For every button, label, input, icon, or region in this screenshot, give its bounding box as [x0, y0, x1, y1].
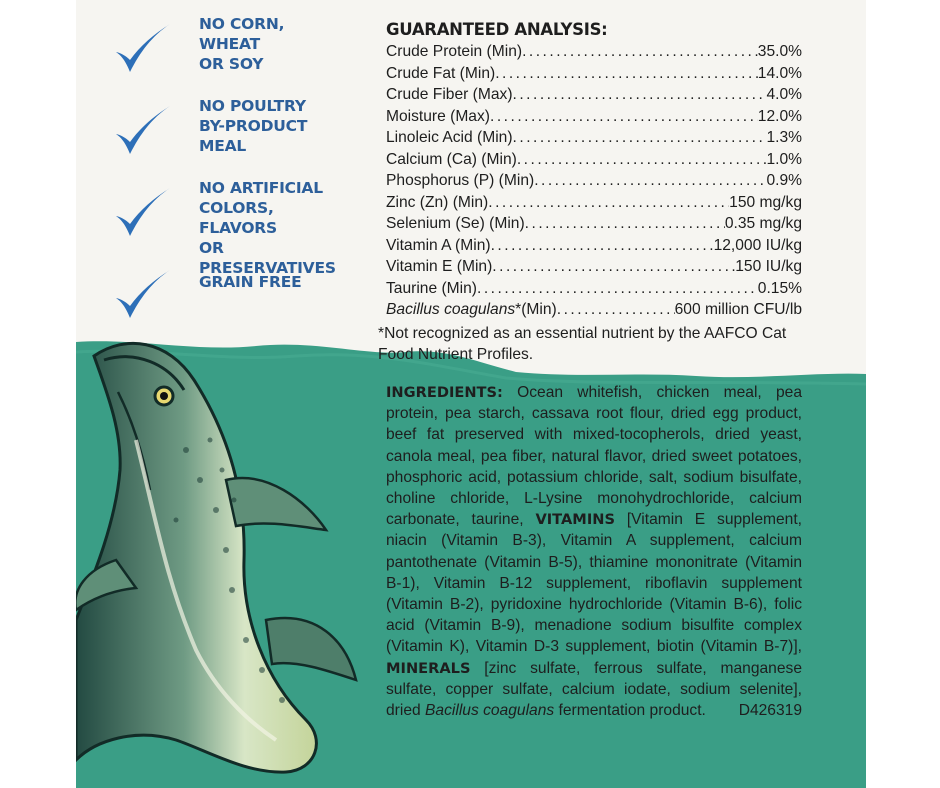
analysis-row-bacillus: [386, 299, 802, 321]
dot-leader: [490, 106, 758, 128]
dot-leader: [488, 192, 729, 214]
analysis-value: 1.0%: [766, 150, 802, 168]
claim-no-poultry: [112, 96, 332, 176]
claim-text: GRAIN FREE: [199, 273, 302, 291]
ingredients-heading: INGREDIENTS:: [386, 384, 503, 401]
analysis-value: 0.15%: [757, 279, 802, 297]
analysis-label: Moisture (Max): [386, 107, 490, 125]
analysis-value: 150 IU/kg: [735, 258, 802, 275]
analysis-label: Calcium (Ca) (Min): [386, 150, 517, 168]
claim-no-artificial: [112, 178, 336, 277]
analysis-row: [386, 170, 802, 192]
analysis-label: Crude Fiber (Max): [386, 86, 513, 103]
analysis-label: Vitamin A (Min): [386, 236, 491, 254]
ingredients-block: [386, 382, 802, 721]
ingredients-text-3: [zinc sulfate, ferrous sulfate, manganese sulfate, copper sulfate, calcium iodate, sodium selenite], dried: [386, 659, 802, 720]
analysis-label: Vitamin E (Min): [386, 258, 493, 275]
dot-leader: [513, 84, 767, 106]
checkmark-icon: [112, 104, 172, 156]
analysis-row: [386, 213, 802, 235]
claims-list: [112, 14, 336, 342]
bacillus-label: *(Min): [515, 301, 557, 318]
analysis-value: 0.9%: [766, 172, 802, 189]
minerals-heading: MINERALS: [386, 659, 471, 677]
analysis-label: Crude Fat (Min): [386, 64, 496, 82]
analysis-value: 150 mg/kg: [729, 193, 802, 211]
dot-leader: [534, 170, 766, 192]
analysis-row: [386, 192, 802, 214]
dot-leader: [525, 213, 725, 235]
ingredients-text-2: [Vitamin E supplement, niacin (Vitamin B-3), Vitamin A supplement, calcium pantothenate (Vitamin B-5), thiamine mononitrate (Vitamin B-1), Vitamin B-12 supplement, riboflavin supplement (Vitamin B-2), pyridoxine hydrochloride (Vitamin B-6), folic acid (Vitamin B-9), menadione sodium bisulfite complex (Vitamin K), Vitamin D-3 supplement, biotin (Vitamin B-7)],: [386, 511, 802, 656]
dot-leader: [522, 41, 758, 63]
analysis-label: Zinc (Zn) (Min): [386, 193, 489, 211]
ingredients-text-4: fermentation product.: [554, 702, 706, 720]
claim-no-corn: [112, 14, 332, 94]
analysis-row: [386, 149, 802, 171]
analysis-row: [386, 106, 802, 128]
claim-text: NO CORN, WHEAT OR SOY: [199, 15, 285, 73]
analysis-value: 0.35 mg/kg: [724, 215, 802, 232]
bacillus-value: 600 million CFU/lb: [674, 301, 802, 318]
ingredients-text-1: Ocean whitefish, chicken meal, pea protein, pea starch, cassava root flour, dried egg product, beef fat preserved with mixed-tocopherols, dried yeast, canola meal, pea fiber, natural flavor, dried sweet potatoes, phosphoric acid, potassium chloride, salt, sodium bisulfate, choline chloride, L-Lysine monohydrochloride, calcium carbonate, taurine,: [386, 384, 802, 529]
bacillus-italic: Bacillus coagulans: [425, 702, 555, 720]
dot-leader: [491, 235, 714, 257]
analysis-row: [386, 235, 802, 257]
checkmark-icon: [112, 186, 172, 238]
analysis-value: 1.3%: [766, 129, 802, 146]
guaranteed-analysis: [378, 20, 802, 365]
dot-leader: [495, 63, 758, 85]
dot-leader: [517, 149, 767, 171]
analysis-label: Selenium (Se) (Min): [386, 215, 525, 232]
analysis-row: [386, 41, 802, 63]
product-code: D426319: [738, 702, 802, 720]
dot-leader: [477, 278, 758, 300]
analysis-footnote: *Not recognized as an essential nutrient by the AAFCO Cat Food Nutrient Profiles.: [378, 324, 787, 363]
analysis-value: 14.0%: [757, 64, 802, 82]
label-panel: [76, 0, 866, 788]
analysis-label: Taurine (Min): [386, 279, 477, 297]
analysis-value: 12,000 IU/kg: [713, 236, 802, 254]
analysis-label: Crude Protein (Min): [386, 43, 523, 60]
checkmark-icon: [112, 268, 172, 320]
analysis-row: [386, 127, 802, 149]
claim-text: NO POULTRY BY-PRODUCT MEAL: [199, 97, 308, 155]
analysis-row: [386, 278, 802, 300]
analysis-label: Phosphorus (P) (Min): [386, 172, 535, 189]
claim-text: NO ARTIFICIAL COLORS, FLAVORS OR PRESERVATIVES: [199, 179, 336, 277]
vitamins-heading: VITAMINS: [535, 511, 615, 529]
analysis-row: [386, 63, 802, 85]
fish-illustration: [76, 320, 376, 788]
bacillus-italic: Bacillus coagulans: [386, 301, 516, 318]
analysis-row: [386, 256, 802, 278]
checkmark-icon: [112, 22, 172, 74]
analysis-row: [386, 84, 802, 106]
analysis-value: 4.0%: [766, 86, 802, 103]
analysis-title: GUARANTEED ANALYSIS:: [386, 20, 608, 39]
dot-leader: [492, 256, 735, 278]
analysis-label: Linoleic Acid (Min): [386, 129, 513, 146]
dot-leader: [513, 127, 767, 149]
analysis-value: 35.0%: [757, 43, 802, 60]
analysis-value: 12.0%: [757, 107, 802, 125]
